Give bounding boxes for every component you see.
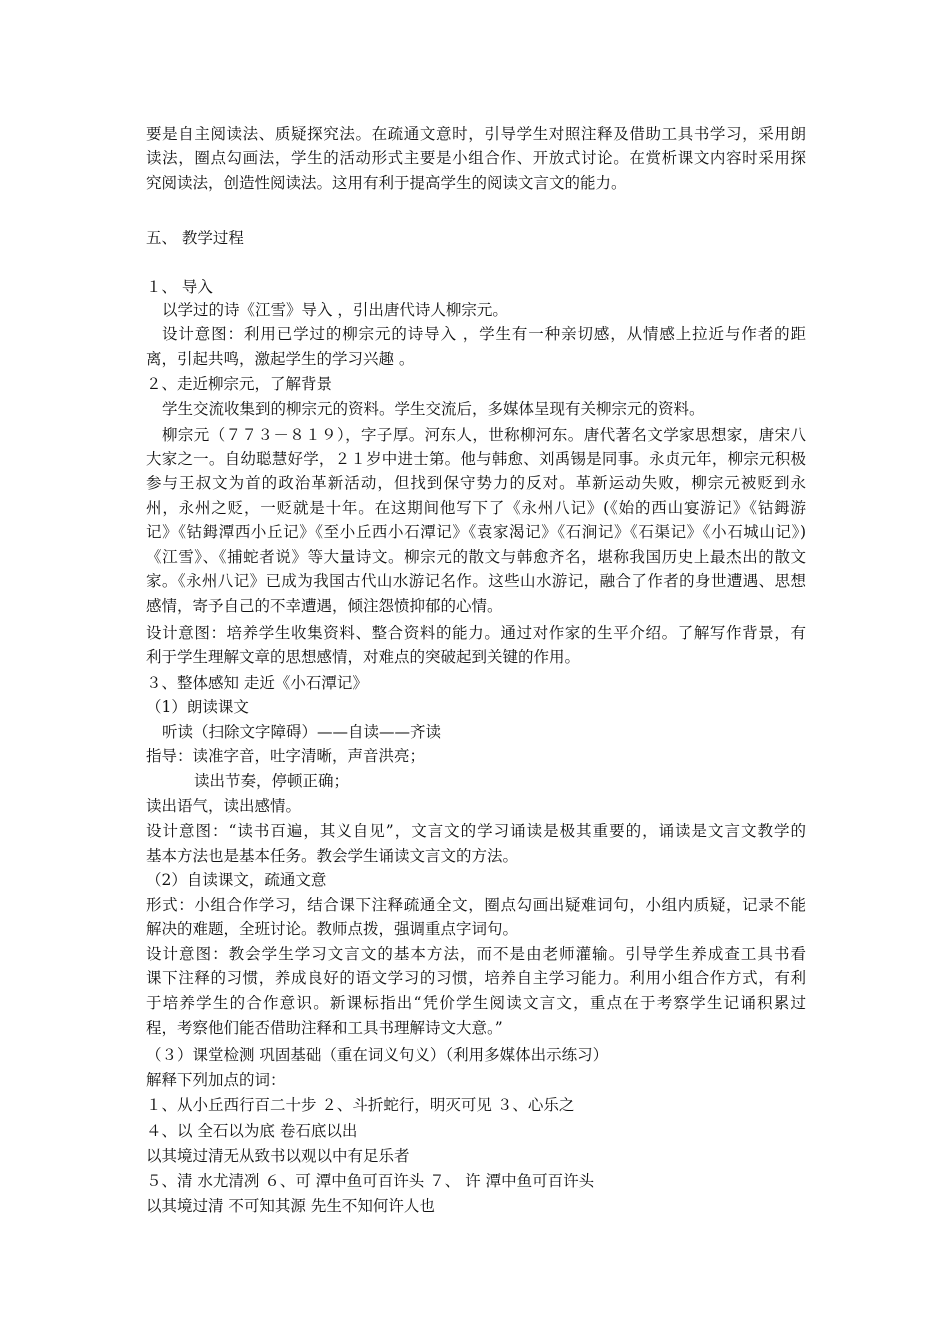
text-line: 离，引起共鸣，激起学生的学习兴趣 。 [146, 350, 415, 368]
exercise-line: 以其境过清 不可知其源 先生不知何许人也 [146, 1197, 435, 1215]
sub-heading: （３）课堂检测 巩固基础（重在词义句义）（利用多媒体出示练习） [146, 1046, 609, 1064]
step-heading: １、 导入 [146, 278, 213, 296]
text-line: 读出节奏，停顿正确； [194, 772, 350, 790]
text-line: 于培养学生的合作意识。新课标指出“凭价学生阅读文言文，重点在于考察学生记诵积累过 [146, 994, 806, 1012]
text-line: 听读（扫除文字障碍）——自读——齐读 [162, 723, 442, 741]
text-line: 读出语气，读出感情。 [146, 797, 302, 815]
text-line: 设计意图：教会学生学习文言文的基本方法，而不是由老师灌输。引导学生养成查工具书看 [146, 945, 806, 963]
text-line: 解决的难题，全班讨论。教师点拨，强调重点字词句。 [146, 920, 519, 938]
text-line: 参与王叔文为首的政治革新活动，但找到保守势力的反对。革新运动失败，柳宗元被贬到永 [146, 474, 806, 492]
text-line: 学生交流收集到的柳宗元的资料。学生交流后，多媒体呈现有关柳宗元的资料。 [162, 400, 705, 418]
text-line: 究阅读法，创造性阅读法。这用有利于提高学生的阅读文言文的能力。 [146, 174, 627, 192]
text-line: 形式：小组合作学习，结合课下注释疏通全文，圈点勾画出疑难词句，小组内质疑，记录不能 [146, 896, 806, 914]
text-line: 家。《永州八记》已成为我国古代山水游记名作。这些山水游记，融合了作者的身世遭遇、思想 [146, 572, 806, 590]
text-line: 设计意图：“读书百遍，其义自见”，文言文的学习诵读是极其重要的，诵读是文言文教学的 [146, 822, 806, 840]
step-heading: ３、整体感知 走近《小石潭记》 [146, 674, 368, 692]
text-line: 要是自主阅读法、质疑探究法。在疏通文意时，引导学生对照注释及借助工具书学习，采用朗 [146, 125, 806, 143]
text-line: 程，考察他们能否借助注释和工具书理解诗文大意。” [146, 1019, 503, 1037]
section-heading: 五、 教学过程 [146, 229, 244, 247]
text-line: 课下注释的习惯，养成良好的语文学习的习惯，培养自主学习能力。利用小组合作方式，有利 [146, 969, 806, 987]
text-line: 读法，圈点勾画法，学生的活动形式主要是小组合作、开放式讨论。在赏析课文内容时采用探 [146, 149, 806, 167]
text-line: 指导：读准字音，吐字清晰，声音洪亮； [146, 747, 426, 765]
sub-heading: （1）朗读课文 [146, 698, 249, 716]
text-line: 设计意图：培养学生收集资料、整合资料的能力。通过对作家的生平介绍。了解写作背景，有 [146, 624, 806, 642]
text-line: 州，永州之贬，一贬就是十年。在这期间他写下了《永州八记》(《始的西山宴游记》《钴鉧游 [146, 499, 806, 517]
step-heading: ２、走近柳宗元，了解背景 [146, 375, 333, 393]
exercise-line: ５、清 水尤清冽 ６、可 潭中鱼可百许头 ７、 许 潭中鱼可百许头 [146, 1172, 595, 1190]
text-line: 基本方法也是基本任务。教会学生诵读文言文的方法。 [146, 847, 519, 865]
text-line: 设计意图：利用已学过的柳宗元的诗导入 ，学生有一种亲切感，从情感上拉近与作者的距 [162, 325, 806, 343]
sub-heading: （2）自读课文，疏通文意 [146, 871, 327, 889]
exercise-line: 以其境过清无从致书以观以中有足乐者 [146, 1147, 410, 1165]
text-line: 《江雪》、《捕蛇者说》等大量诗文。柳宗元的散文与韩愈齐名，堪称我国历史上最杰出的散文 [146, 548, 806, 566]
text-line: 以学过的诗《江雪》导入 ，引出唐代诗人柳宗元。 [162, 301, 508, 319]
exercise-line: ４、以 全石以为底 卷石底以出 [146, 1122, 358, 1140]
text-line: 利于学生理解文章的思想感情，对难点的突破起到关键的作用。 [146, 648, 581, 666]
text-line: 感情，寄予自己的不幸遭遇，倾注怨愤抑郁的心情。 [146, 597, 503, 615]
text-line: 大家之一。自幼聪慧好学，２１岁中进士第。他与韩愈、刘禹锡是同事。永贞元年，柳宗元积极 [146, 450, 806, 468]
text-line: 记》《钴鉧潭西小丘记》《至小丘西小石潭记》《袁家渴记》《石涧记》《石渠记》《小石城山记》) [146, 523, 806, 541]
exercise-line: １、从小丘西行百二十步 ２、斗折蛇行，明灭可见 ３、心乐之 [146, 1096, 575, 1114]
text-line: 柳宗元（７７３－８１９），字子厚。河东人，世称柳河东。唐代著名文学家思想家，唐宋八 [162, 426, 806, 444]
text-line: 解释下列加点的词： [146, 1071, 286, 1089]
